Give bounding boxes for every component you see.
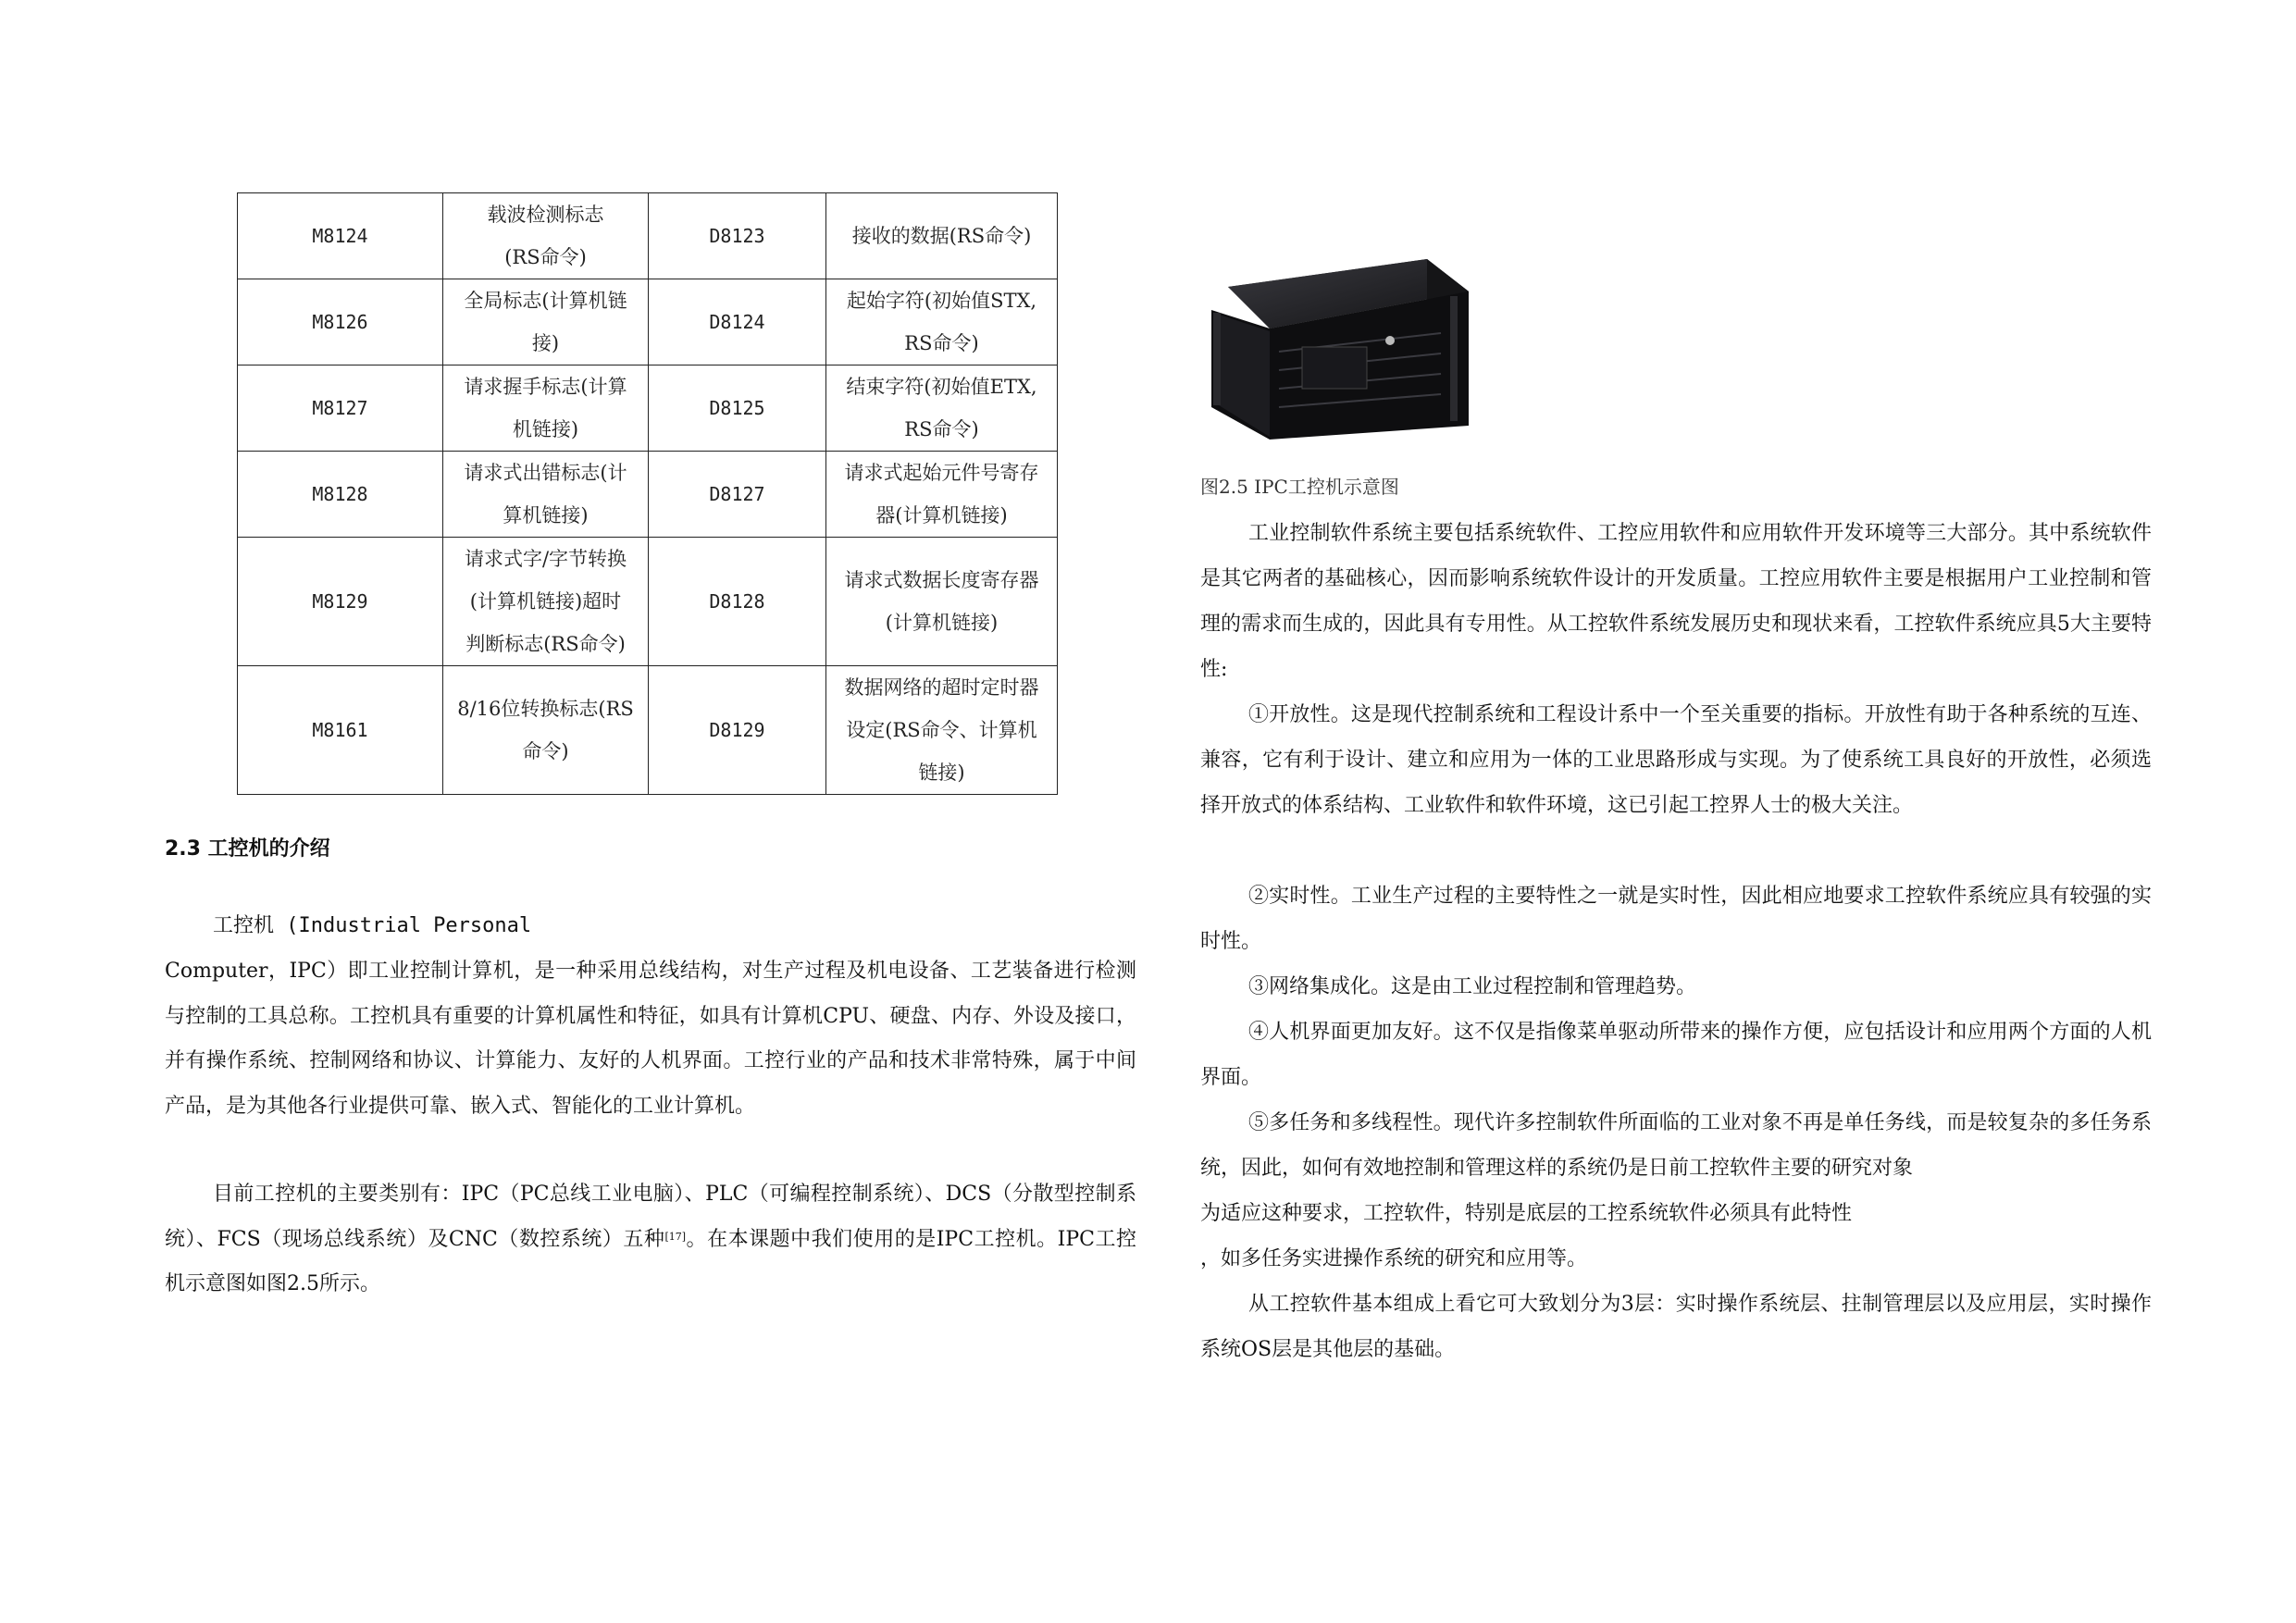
d-register-desc: 请求式数据长度寄存器 (计算机链接)	[826, 538, 1058, 666]
m-flag-code: M8128	[238, 452, 443, 538]
d-register-code: D8127	[649, 452, 826, 538]
ipc-intro-first-line: 工控机 (Industrial Personal	[213, 914, 532, 937]
d-register-desc: 数据网络的超时定时器 设定(RS命令、计算机 链接)	[826, 666, 1058, 795]
m-flag-desc: 请求式字/字节转换 (计算机链接)超时 判断标志(RS命令)	[443, 538, 649, 666]
m-flag-desc: 请求式出错标志(计 算机链接)	[443, 452, 649, 538]
ipc-types-paragraph: 目前工控机的主要类别有：IPC（PC总线工业电脑）、PLC（可编程控制系统）、DCS（分散型控制系统）、FCS（现场总线系统）及CNC（数控系统）五种[17]。在本课题中我们使用的是IPC工控机。IPC工控机示意图如图2.5所示。	[165, 1183, 1136, 1295]
table-row	[238, 666, 1058, 795]
hmi-paragraph: ④人机界面更加友好。这不仅是指像菜单驱动所带来的操作方便，应包括设计和应用两个方面的人机界面。	[1200, 1021, 2152, 1089]
d-register-desc: 请求式起始元件号寄存 器(计算机链接)	[826, 452, 1058, 538]
d-register-code: D8124	[649, 279, 826, 365]
table-row	[238, 365, 1058, 452]
m-flag-desc: 全局标志(计算机链 接)	[443, 279, 649, 365]
figure-caption: 图2.5 IPC工控机示意图	[1200, 476, 1399, 498]
m-flag-desc: 8/16位转换标志(RS 命令)	[443, 666, 649, 795]
register-table	[237, 192, 1058, 795]
d-register-desc: 结束字符(初始值ETX, RS命令)	[826, 365, 1058, 452]
m-flag-code: M8161	[238, 666, 443, 795]
ipc-figure	[1200, 241, 1478, 453]
d-register-desc: 接收的数据(RS命令)	[826, 193, 1058, 279]
m-flag-code: M8129	[238, 538, 443, 666]
multitask-line-b: 为适应这种要求，工控软件，特别是底层的工控系统软件必须具有此特性	[1200, 1202, 1853, 1225]
table-row	[238, 279, 1058, 365]
d-register-desc: 起始字符(初始值STX, RS命令)	[826, 279, 1058, 365]
d-register-code: D8123	[649, 193, 826, 279]
m-flag-desc: 请求握手标志(计算 机链接)	[443, 365, 649, 452]
section-heading: 2.3 工控机的介绍	[165, 837, 330, 861]
citation: [17]	[664, 1230, 687, 1243]
table-row	[238, 538, 1058, 666]
m-flag-desc: 载波检测标志 (RS命令)	[443, 193, 649, 279]
openness-paragraph: ①开放性。这是现代控制系统和工程设计系中一个至关重要的指标。开放性有助于各种系统的互连、兼容，它有利于设计、建立和应用为一体的工业思路形成与实现。为了使系统工具良好的开放性，必须选择开放式的体系结构、工业软件和软件环境，这已引起工控界人士的极大关注。	[1200, 703, 2152, 817]
d-register-code: D8125	[649, 365, 826, 452]
m-flag-code: M8124	[238, 193, 443, 279]
m-flag-code: M8127	[238, 365, 443, 452]
multitask-paragraph: ⑤多任务和多线程性。现代许多控制软件所面临的工业对象不再是单任务线，而是较复杂的多任务系统，因此，如何有效地控制和管理这样的系统仍是日前工控软件主要的研究对象	[1200, 1111, 2152, 1180]
table-row	[238, 452, 1058, 538]
network-paragraph: ③网络集成化。这是由工业过程控制和管理趋势。	[1248, 975, 1697, 998]
m-flag-code: M8126	[238, 279, 443, 365]
table-row	[238, 193, 1058, 279]
multitask-line-c: ，如多任务实进操作系统的研究和应用等。	[1200, 1247, 1588, 1270]
ipc-intro-paragraph: Computer，IPC）即工业控制计算机，是一种采用总线结构，对生产过程及机电设备、工艺装备进行检测与控制的工具总称。工控机具有重要的计算机属性和特征，如具有计算机CPU、硬盘、内存、外设及接口，并有操作系统、控制网络和协议、计算能力、友好的人机界面。工控行业的产品和技术非常特殊，属于中间产品，是为其他各行业提供可靠、嵌入式、智能化的工业计算机。	[165, 960, 1136, 1118]
software-system-paragraph: 工业控制软件系统主要包括系统软件、工控应用软件和应用软件开发环境等三大部分。其中系统软件是其它两者的基础核心，因而影响系统软件设计的开发质量。工控应用软件主要是根据用户工业控制和管理的需求而生成的，因此具有专用性。从工控软件系统发展历史和现状来看，工控软件系统应具5大主要特性:	[1200, 522, 2152, 681]
layers-paragraph: 从工控软件基本组成上看它可大致划分为3层：实时操作系统层、拄制管理层以及应用层，实时操作系统OS层是其他层的基础。	[1200, 1293, 2152, 1361]
industrial-pc-image	[1200, 241, 1478, 453]
d-register-code: D8129	[649, 666, 826, 795]
d-register-code: D8128	[649, 538, 826, 666]
realtime-paragraph: ②实时性。工业生产过程的主要特性之一就是实时性，因此相应地要求工控软件系统应具有较强的实时性。	[1200, 885, 2152, 953]
